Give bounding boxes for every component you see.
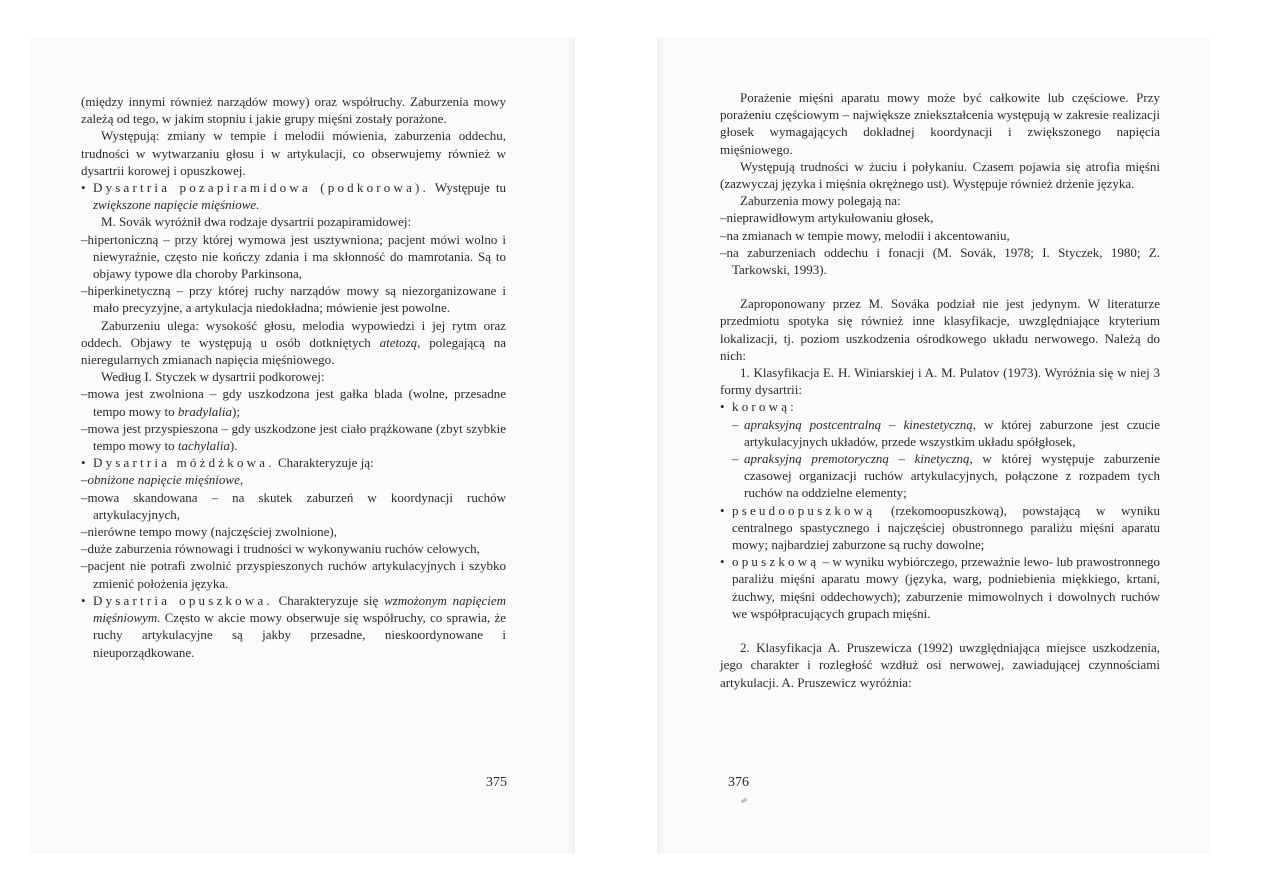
section-term: Dysartria móżdżkowa. bbox=[93, 455, 275, 471]
book-gutter bbox=[575, 38, 657, 853]
section-term: Dysartria opuszkowa. bbox=[93, 592, 273, 608]
paragraph: 1. Klasyfikacja E. H. Winiarskiej i A. M. Pulatov (1973). Wyróżnia się w niej 3 formy dysartrii: bbox=[720, 365, 1160, 398]
list-item: –hipertoniczną – przy której wymowa jest usztywniona; pacjent mówi wolno i niewyraźnie, często nie kończy zdania i ma skłonność do mamrotania. Są to objawy typowe dla choroby Parkinsona, bbox=[81, 231, 506, 282]
paragraph: Zaproponowany przez M. Sováka podział nie jest jedynym. W literaturze przedmiotu spotyka się również inne klasyfikacje, uwzględniające kryterium lokalizacji, tj. poziom uszkodzenia ośrodkowego układu nerwowego. Należą do nich: bbox=[720, 296, 1160, 363]
list-item: –hiperkinetyczną – przy której ruchy narządów mowy są niezorganizowane i mało precyzyjne, a artykulacja niedokładna; mówienie jest powolne. bbox=[81, 283, 506, 316]
paragraph: (między innymi również narządów mowy) oraz współruchy. Zaburzenia mowy zależą od tego, w jakim stopniu i jakie grupy mięśni zostały porażone. bbox=[81, 94, 506, 127]
bullet-icon: • bbox=[720, 502, 725, 518]
list-item: –nierówne tempo mowy (najczęściej zwolnione), bbox=[81, 524, 337, 540]
page-number: 376 bbox=[728, 775, 749, 790]
paragraph: Występują trudności w żuciu i połykaniu. Czasem pojawia się atrofia mięśni (zazwyczaj języka i mięśnia okrężnego ust). Występuje również drżenie języka. bbox=[720, 158, 1160, 192]
section-term: korową: bbox=[732, 399, 797, 415]
list-item: • Dysartria móżdżkowa. Charakteryzuje ją: bbox=[81, 455, 374, 471]
right-page-text bbox=[720, 89, 1160, 691]
page-number: 375 bbox=[486, 775, 507, 790]
paragraph: M. Sovák wyróżnił dwa rodzaje dysartrii pozapiramidowej: bbox=[101, 214, 412, 230]
list-item: –mowa jest zwolniona – gdy uszkodzona jest gałka blada (wolne, przesadne tempo mowy to bradylalia); bbox=[81, 386, 506, 419]
list-item bbox=[720, 398, 1160, 415]
bullet-icon: • bbox=[81, 592, 86, 608]
bullet-icon: • bbox=[720, 554, 725, 570]
paragraph: Porażenie mięśni aparatu mowy może być całkowite lub częściowe. Przy porażeniu częściowym – największe zniekształcenia występują w zakresie realizacji głosek wymagających dokładnej koordynacji i zwiększonego napięcia mięśniowego. bbox=[720, 90, 1160, 157]
paragraph: 2. Klasyfikacja A. Pruszewicza (1992) uwzględniająca miejsce uszkodzenia, jego charakter i rozległość wzdłuż osi nerwowej, zawiadującej czynnościami artykulacji. A. Pruszewicz wyróżnia: bbox=[720, 640, 1160, 690]
list-item: –obniżone napięcie mięśniowe, bbox=[81, 472, 244, 488]
paragraph: Zaburzeniu ulega: wysokość głosu, melodia wypowiedzi i jej rytm oraz oddech. Objawy te występują u osób dotkniętych atetozą, polegającą na nieregularnych zmianach napięcia mięśniowego. bbox=[81, 317, 506, 368]
ink-mark bbox=[741, 798, 748, 804]
list-item: –duże zaburzenia równowagi i trudności w wykonywaniu ruchów celowych, bbox=[81, 541, 480, 557]
paragraph: Występują: zmiany w tempie i melodii mówienia, zaburzenia oddechu, trudności w wytwarzaniu głosu i w artykulacji, co obserwujemy również w dysartrii korowej i opuszkowej. bbox=[81, 128, 506, 178]
list-item: • Dysartria pozapiramidowa (podkorowa). Występuje tu zwiększone napięcie mięśniowe. bbox=[81, 180, 506, 213]
section-term: pseudoopuszkową bbox=[732, 502, 876, 518]
paragraph: Według I. Styczek w dysartrii podkorowej: bbox=[101, 369, 325, 385]
section-term: Dysartria pozapiramidowa (podkorowa). bbox=[93, 180, 430, 196]
paragraph: Zaburzenia mowy polegają na: bbox=[740, 193, 901, 209]
list-item: • Dysartria opuszkowa. Charakteryzuje się wzmożonym napięciem mięśniowym. Często w akcie mowy obserwuje się współruchy, co sprawia, że ruchy artykulacyjne są jakby przesadne, nieskoordynowane i nieuporządkowane. bbox=[81, 592, 507, 660]
bullet-icon: • bbox=[81, 455, 86, 471]
list-item: – apraksyjną premotoryczną – kinetyczną, w której występuje zaburzenie czasowej organizacji ruchów artykulacyjnych, połączone z rozpadem tych ruchów na oddzielne elementy; bbox=[732, 451, 1161, 501]
list-item: –pacjent nie potrafi zwolnić przyspieszonych ruchów artykulacyjnych i szybko zmienić położenia języka. bbox=[81, 558, 506, 591]
list-item: –mowa jest przyspieszona – gdy uszkodzone jest ciało prążkowane (zbyt szybkie tempo mowy to tachylalia). bbox=[81, 420, 506, 454]
list-item: –mowa skandowana – na skutek zaburzeń w koordynacji ruchów artykulacyjnych, bbox=[81, 489, 506, 522]
bullet-icon: • bbox=[720, 399, 725, 415]
left-page bbox=[30, 38, 575, 853]
list-item: • opuszkową – w wyniku wybiórczego, przeważnie lewo- lub prawostronnego paraliżu mięśni aparatu mowy (języka, warg, podniebienia miękkiego, krtani, żuchwy, mięśni oddechowych); zaburzenie mimowolnych i dowolnych ruchów we współpracujących grupach mięśni. bbox=[720, 554, 1160, 621]
list-item: – apraksyjną postcentralną – kinestetyczną, w której zaburzone jest czucie artykulacyjnych układów, przede wszystkim układu spółgłosek, bbox=[732, 416, 1160, 449]
list-item: • pseudoopuszkową (rzekomoopuszkową), powstającą w wyniku centralnego spastycznego i najczęściej obustronnego paraliżu mięśni aparatu mowy; najbardziej zaburzone są ruchy dowolne; bbox=[720, 502, 1160, 553]
left-page-text bbox=[81, 93, 506, 661]
list-item: –na zmianach w tempie mowy, melodii i akcentowaniu, bbox=[720, 227, 1010, 243]
bullet-icon: • bbox=[81, 180, 86, 196]
list-item: –na zaburzeniach oddechu i fonacji (M. Sovák, 1978; I. Styczek, 1980; Z. Tarkowski, 1993). bbox=[720, 244, 1160, 278]
list-item: –nieprawidłowym artykułowaniu głosek, bbox=[720, 210, 934, 226]
section-term: opuszkową bbox=[732, 554, 820, 570]
right-page bbox=[657, 38, 1210, 853]
